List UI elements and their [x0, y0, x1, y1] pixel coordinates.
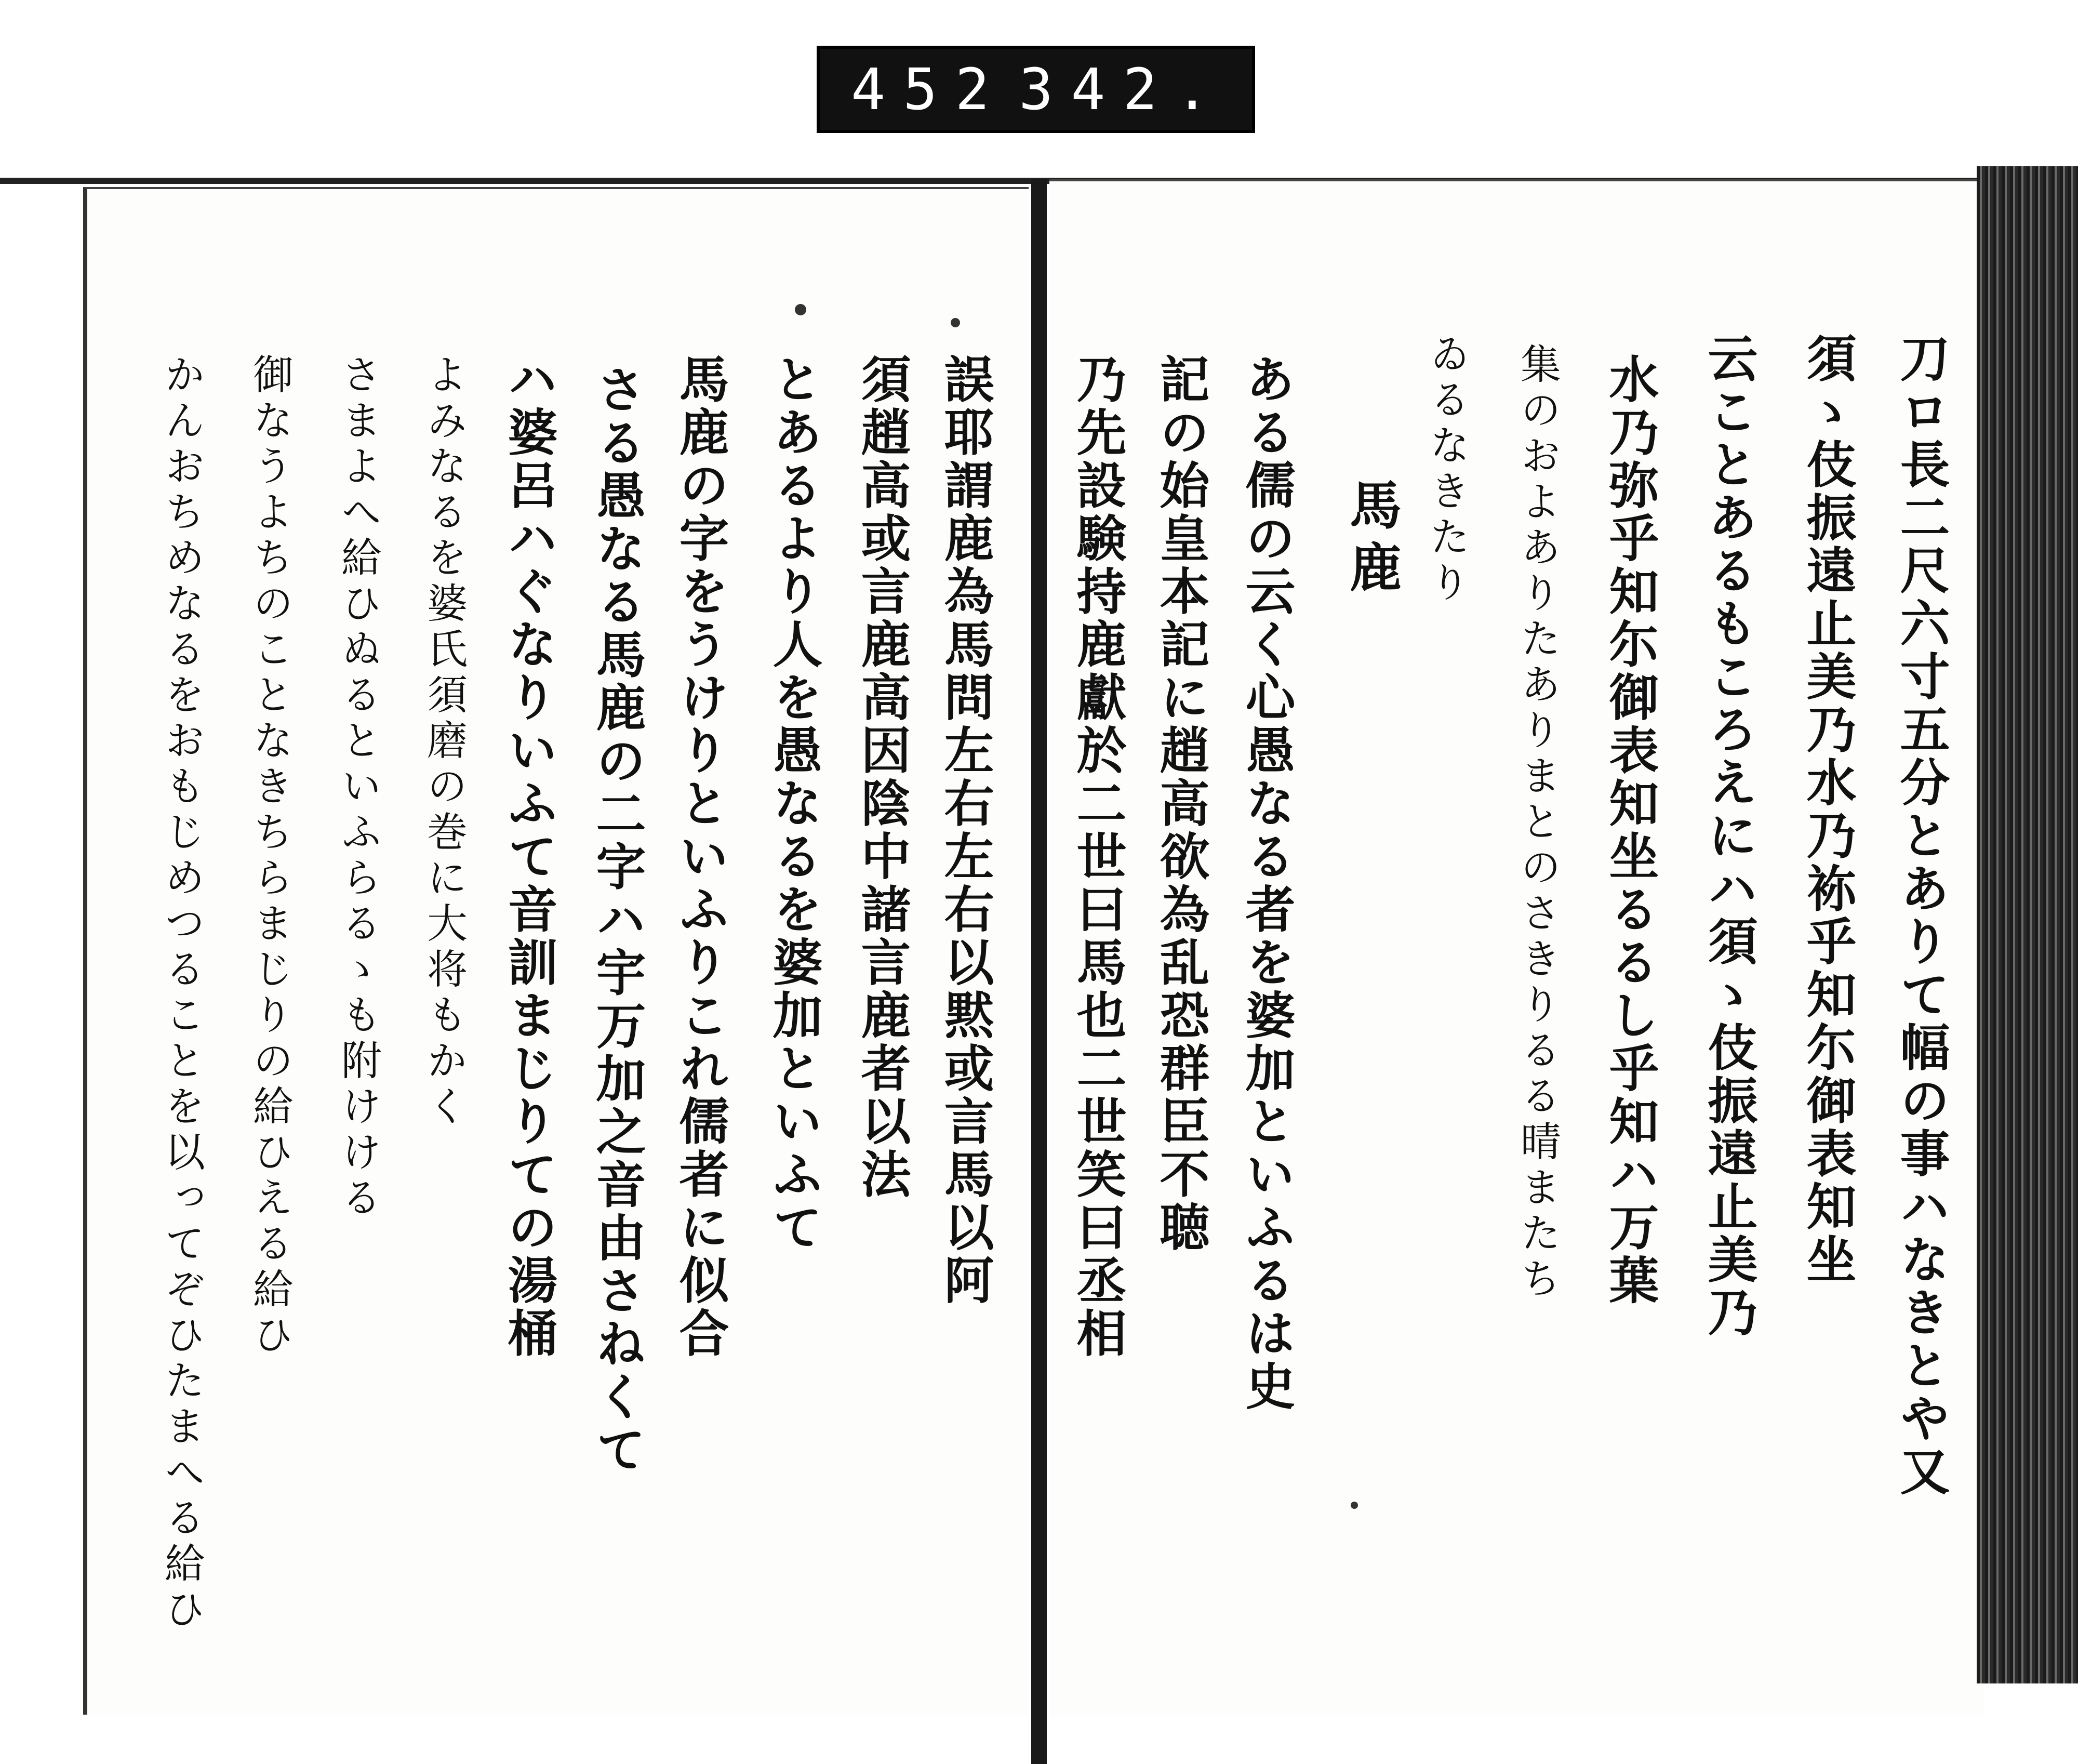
left-page-column-8: さまよへ給ひぬるといふらるゝも附けける [335, 353, 381, 1222]
ink-speck [795, 304, 806, 315]
right-page-column-2: 須ゝ伎振遠止美乃水乃袮乎知尓御表知坐 [1799, 333, 1857, 1286]
frame-number-label [817, 46, 1255, 133]
frame-number-right: 342. [1019, 56, 1227, 123]
right-page-column-9: 記の始皇本記に趙高欲為乱恐群臣不聴 [1152, 353, 1210, 1254]
right-page-column-6: ゐるなきたり [1423, 333, 1470, 607]
left-page-column-2: 須趙高或言鹿高因陰中諸言鹿者以法 [853, 353, 912, 1201]
section-heading: 馬鹿 [1341, 478, 1402, 603]
left-page-column-6: ハ婆呂ハぐなりいふて音訓まじりての湯桶 [500, 353, 558, 1360]
right-page-column-5: 集のおよありたありまとのさきりるる晴またち [1514, 343, 1561, 1303]
left-page-column-4: 馬鹿の字をうけりといふりこれ儒者に似合 [671, 353, 730, 1360]
ink-speck [951, 318, 960, 327]
left-page-column-9: 御なうよちのことなきちらまじりの給ひえる給ひ [246, 353, 293, 1359]
right-page-column-4: 水乃弥乎知尓御表知坐るるし乎知ハ万葉 [1601, 353, 1660, 1307]
book-fore-edge [1977, 166, 2078, 1683]
left-page-column-7: よみなるを婆氏須磨の巻に大将もかく [420, 353, 467, 1131]
left-page-column-3: とあるより人を愚なるを婆加といふて [765, 353, 823, 1254]
frame-number-left: 452 [851, 56, 1007, 123]
right-page-column-8: ある儒の云く心愚なる者を婆加といふるは史 [1237, 353, 1296, 1413]
left-page-column-5: さる愚なる馬鹿の二字ハ宇万加之音由さねくて [588, 364, 647, 1477]
right-page-column-3: 云ことあるもころえにハ須ゝ伎振遠止美乃 [1700, 333, 1759, 1339]
right-page-column-10: 乃先設験持鹿獻於二世曰馬也二世笑曰丞相 [1069, 353, 1127, 1360]
right-page-column-1: 刀ロ長二尺六寸五分とありて幅の事ハなきとや又 [1892, 333, 1951, 1498]
book-gutter [1031, 179, 1047, 1764]
left-page-column-1: 誤耶謂鹿為馬問左右左右以黙或言馬以阿 [936, 353, 995, 1307]
ink-speck [1351, 1502, 1358, 1509]
left-page-column-10: かんおちめなるをおもじめつることを以ってぞひたまへる給ひ [158, 353, 205, 1634]
